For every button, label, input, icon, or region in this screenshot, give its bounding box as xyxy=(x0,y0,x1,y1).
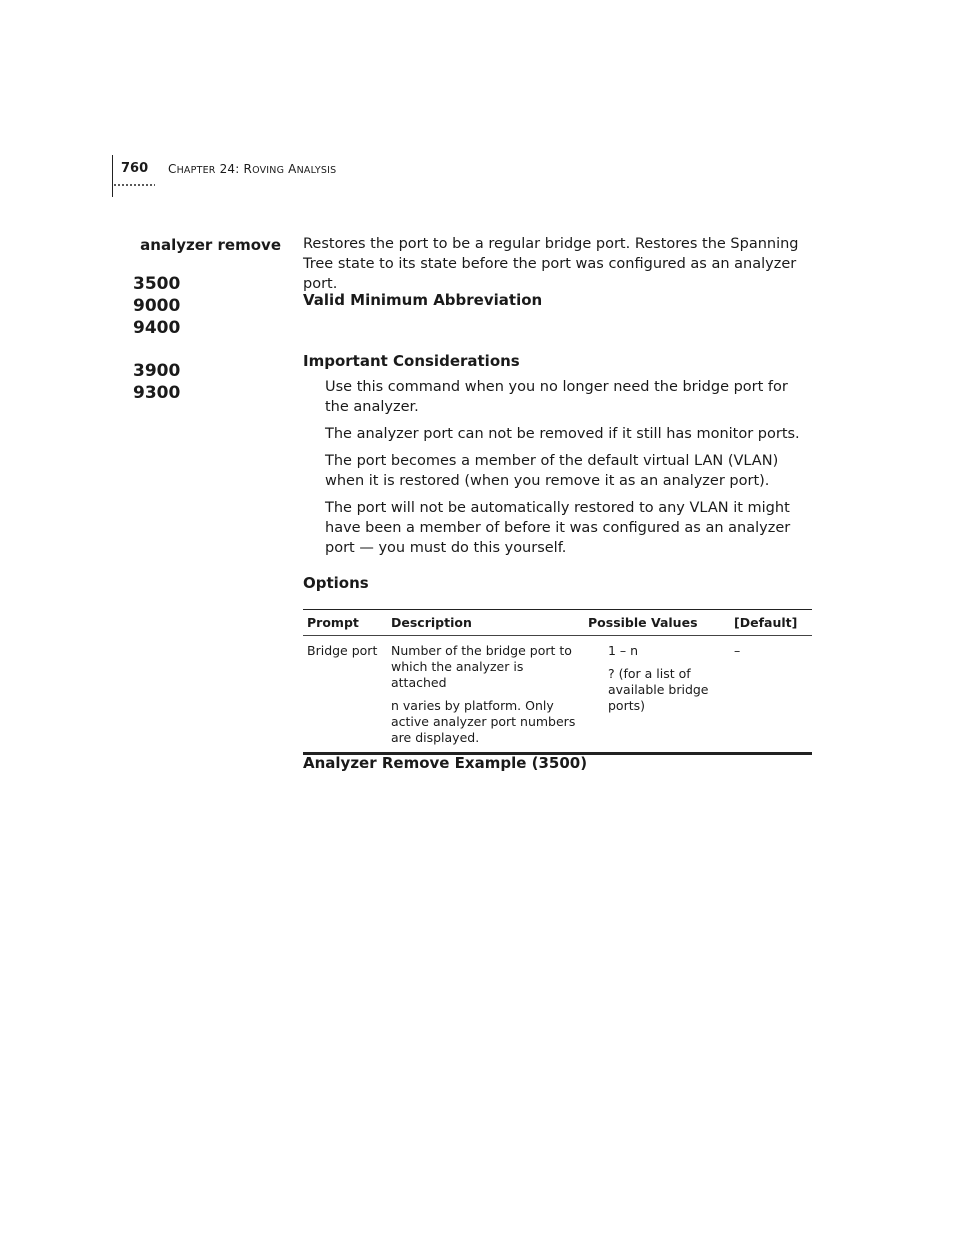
header-prompt: Prompt xyxy=(303,610,387,636)
header-possible-values: Possible Values xyxy=(584,610,730,636)
platform-9300: 9300 xyxy=(133,383,181,403)
chapter-word2-smallcaps: NALYSIS xyxy=(296,165,337,176)
cell-prompt: Bridge port xyxy=(303,636,387,754)
chapter-prefix: C xyxy=(168,162,177,176)
platform-3900: 3900 xyxy=(133,361,181,381)
cell-description xyxy=(387,636,584,754)
description-line-2: n varies by platform. Only active analyzer port numbers are displayed. xyxy=(391,698,576,745)
options-table-header-row xyxy=(303,610,812,636)
description-line-1: Number of the bridge port to which the analyzer is attached xyxy=(391,643,572,690)
table-row xyxy=(303,636,812,754)
value-help: ? (for a list of available bridge ports) xyxy=(608,666,709,713)
chapter-word1-smallcaps: OVING xyxy=(252,165,285,176)
header-default: [Default] xyxy=(730,610,812,636)
header-dotted-line xyxy=(113,184,155,186)
cell-default: – xyxy=(730,636,812,754)
platform-list-group1 xyxy=(133,273,180,339)
options-table xyxy=(303,609,812,755)
platform-9000: 9000 xyxy=(133,296,181,316)
consideration-4: The port will not be automatically restored to any VLAN it might have been a member of before it was configured as an analyzer port — you must do this yourself. xyxy=(325,500,791,556)
header-left-rule xyxy=(112,155,113,197)
command-name: analyzer remove xyxy=(140,236,281,254)
platform-3500: 3500 xyxy=(133,274,181,294)
chapter-word2: A xyxy=(284,162,297,176)
consideration-3: The port becomes a member of the default virtual LAN (VLAN) when it is restored (when you remove it as an analyzer port). xyxy=(325,453,779,489)
consideration-1: Use this command when you no longer need the bridge port for the analyzer. xyxy=(325,379,788,415)
options-heading: Options xyxy=(303,574,369,592)
platform-9400: 9400 xyxy=(133,318,181,338)
example-heading: Analyzer Remove Example (3500) xyxy=(303,754,588,772)
value-range: 1 – n xyxy=(608,643,639,658)
header-description: Description xyxy=(387,610,584,636)
command-description: Restores the port to be a regular bridge port. Restores the Spanning Tree state to its state before the port was configured as an analyzer port. xyxy=(303,236,799,292)
cell-values xyxy=(584,636,730,754)
chapter-number: 24: R xyxy=(215,162,253,176)
platform-list-group2 xyxy=(133,360,180,404)
chapter-prefix-smallcaps: HAPTER xyxy=(176,165,216,176)
page-number: 760 xyxy=(121,161,149,176)
important-considerations-heading: Important Considerations xyxy=(303,352,520,370)
valid-min-abbrev-heading: Valid Minimum Abbreviation xyxy=(303,291,543,309)
consideration-2: The analyzer port can not be removed if it still has monitor ports. xyxy=(325,426,800,442)
chapter-title xyxy=(168,162,336,176)
